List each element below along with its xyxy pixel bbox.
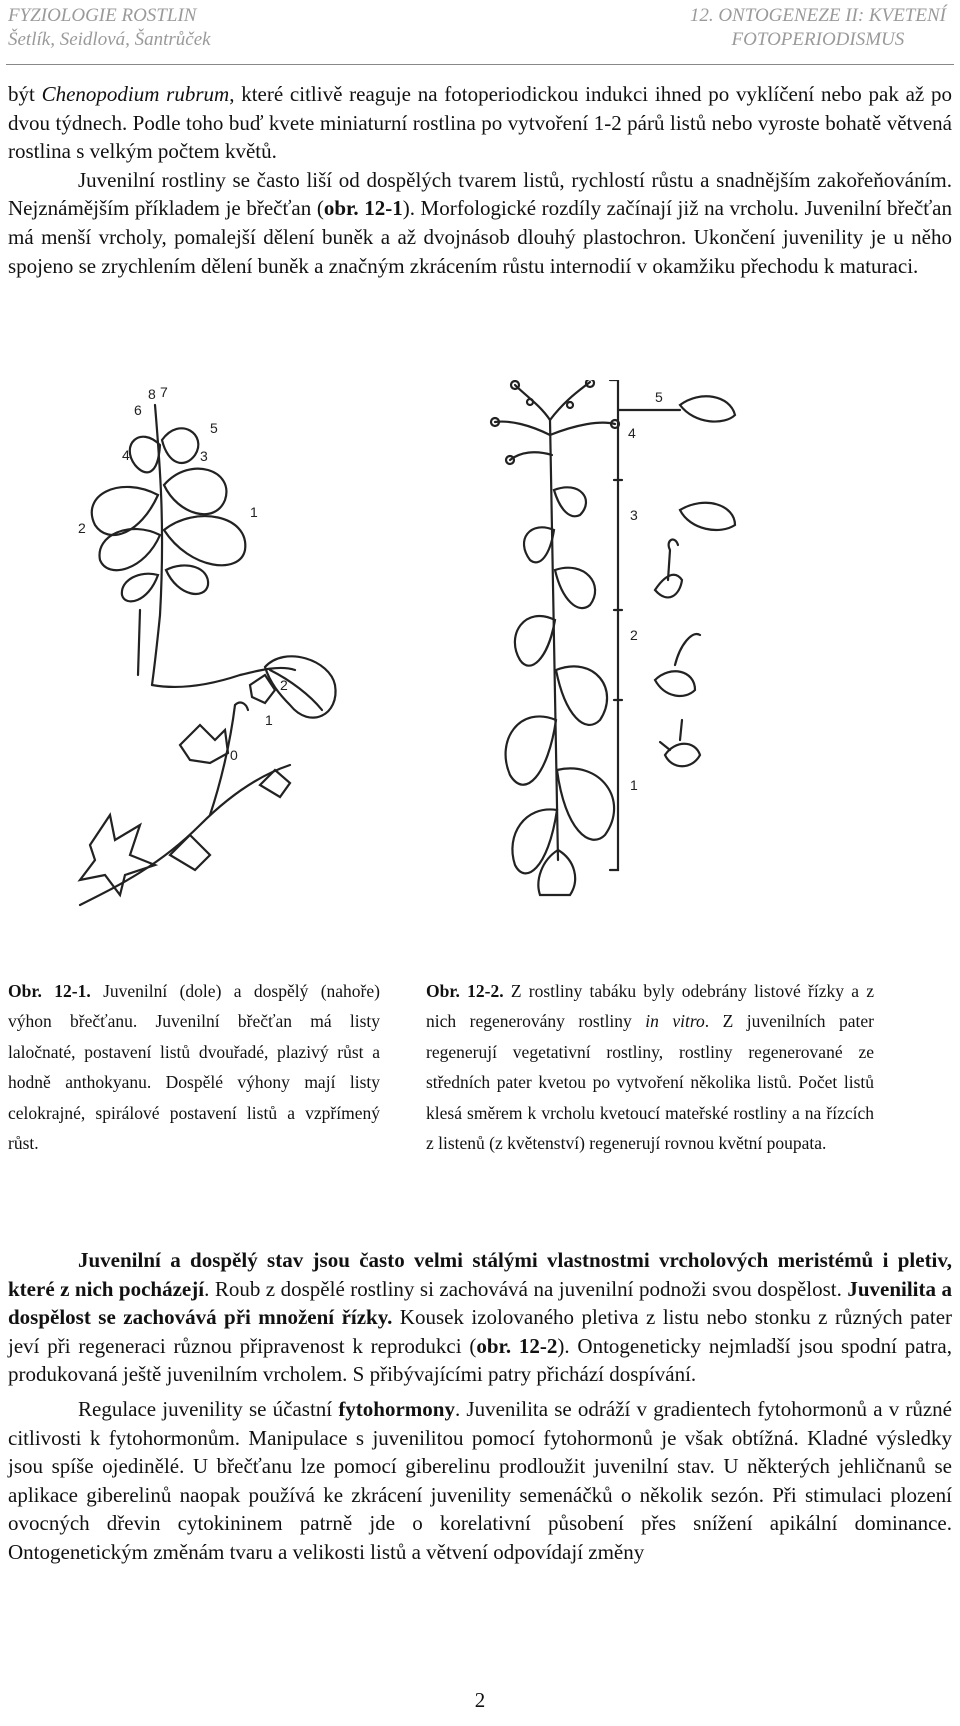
side-label-5: 5 [655,389,663,405]
running-header-right [690,4,946,52]
caption-ref-12-1: Obr. 12-1. [8,981,91,1001]
text-run: Kousek izolovaného pletiva z listu nebo stonku z různých pater jeví při regeneraci různou připravenost k reprodukci ( [8,1305,953,1358]
header-chapter-title: 12. ONTOGENEZE II: KVETENÍ [689,5,946,26]
label-1: 1 [250,504,258,520]
scale-label-1: 1 [630,777,638,793]
text-run: Regulace juvenility se účastní [78,1397,339,1421]
header-rule [6,64,954,65]
text-run: být [8,82,42,106]
bold-statement-2: Juvenilita a dospělost se zachovává při množení řízky. [8,1276,952,1330]
text-run: , které citlivě reaguje na fotoperiodickou indukci ihned po vyklíčení nebo pak až po dvou týdnech. Podle toho buď kvete miniaturní rostlina po vytvoření 1-2 párů listů nebo vyroste bohatě větvená rostlina s velkým počtem květů. [8,82,952,164]
figure-ref-12-1: obr. 12-1 [323,196,403,221]
label-juvenile-1: 1 [265,712,273,728]
label-juvenile-0: 0 [230,747,238,763]
label-2: 2 [78,520,86,536]
caption-text: Z rostliny tabáku byly odebrány listové řízky a z nich regenerovány rostliny [426,981,874,1032]
label-8: 8 [148,386,156,402]
bold-statement-1: Juvenilní a dospělý stav jsou často velmi stálými vlastnostmi vrcholových meristémů i pletiv, které z nich pocházejí [8,1248,952,1301]
text-run: Juvenilní rostliny se často liší od dospělých tvarem listů, rychlostí růstu a snadnějším zakořeňováním. Nejznámějším příkladem je břečťan ( [8,167,952,221]
figure-12-1-ivy-drawing [60,385,440,920]
label-6: 6 [134,402,142,418]
body-paragraph-2 [8,1246,952,1389]
page-number: 2 [474,1688,486,1712]
caption-text: Juvenilní (dole) a dospělý (nahoře) výhon břečťanu. Juvenilní břečťan má listy laločnaté, postavení listů dvouřadé, plazivý růst a hodně anthokyanu. Dospělé výhony mají listy celokrajné, spirálové postavení listů a vzpřímený růst. [8,981,380,1154]
caption-figure-12-1 [8,976,380,1158]
text-run: . Roub z dospělé rostliny si zachovává na juvenilní podnoži svou dospělost. [204,1276,848,1301]
label-4: 4 [122,447,130,463]
figure-ref-12-2: obr. 12-2 [476,1333,558,1358]
species-name: Chenopodium rubrum [41,82,230,106]
body-paragraph-1 [8,80,952,280]
figure-12-2-tobacco-drawing [470,380,880,905]
caption-ref-12-2: Obr. 12-2. [426,981,504,1001]
label-3: 3 [200,448,208,464]
caption-figure-12-2 [426,976,874,1158]
body-paragraph-3 [8,1395,952,1567]
text-run: . Juvenilita se odráží v gradientech fytohormonů a v různé citlivosti k fytohormonům. Manipulace s juvenilitou pomocí fytohormonů je však obtížná. Kladné výsledky jsou spíše ojedinělé. U břečťanu lze pomocí giberelinu prodloužit juvenilní stav. U některých jehličnanů se aplikace giberelinů naopak používá ke zkrácení juvenility semenáčků o několik sezón. Při stimulaci plození ovocných dřevin cytokininem patrně jde o korelativní působení přes snížení apikální dominance. Ontogenetickým změnám tvaru a velikosti listů a větvení odpovídají změny [8,1397,953,1564]
label-7: 7 [160,385,168,400]
label-juvenile-2: 2 [280,677,288,693]
running-header-left [8,4,211,52]
header-course-title: FYZIOLOGIE ROSTLIN [8,5,197,26]
header-authors: Šetlík, Seidlová, Šantrůček [8,29,211,50]
scale-label-2: 2 [630,627,638,643]
text-run: ). Morfologické rozdíly začínají již na vrcholu. Juvenilní břečťan má menší vrcholy, pomalejší dělení buněk a až dvojnásob dlouhý plastochron. Ukončení juvenility je u něho spojeno se zrychlením dělení buněk a značným zkrácením růstu internodií v okamžiku přechodu k maturaci. [8,196,952,278]
caption-italic: in vitro [645,1011,705,1032]
bold-term: fytohormony [338,1397,455,1421]
caption-text: . Z juvenilních pater regenerují vegetativní rostliny, rostliny regenerované ze středních pater kvetou po vytvoření několika listů. Počet listů klesá směrem k vrcholu kvetoucí mateřské rostliny a na řízcích z listenů (z květenství) regenerují rovnou květní poupata. [426,1011,874,1154]
scale-label-4: 4 [628,425,636,441]
scale-label-3: 3 [630,507,638,523]
header-chapter-subtitle: FOTOPERIODISMUS [731,29,905,50]
text-run: ). Ontogeneticky nejmladší jsou spodní patra, produkovaná ještě juvenilním vrcholem. S přibývajícími patry přichází dospívání. [8,1333,952,1387]
label-5: 5 [210,420,218,436]
